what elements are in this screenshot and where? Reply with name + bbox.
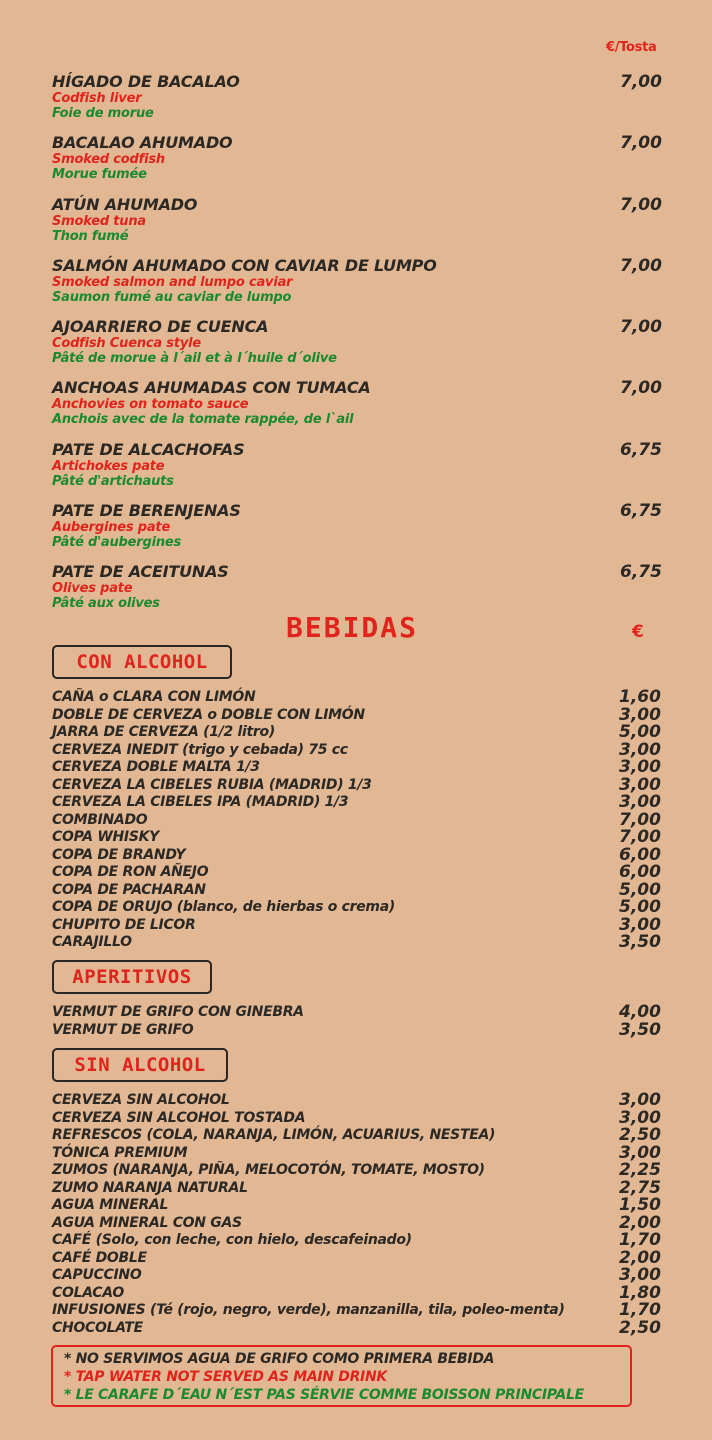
- tosta-english: Aubergines pate: [52, 520, 171, 536]
- drink-row: [52, 1162, 662, 1180]
- drink-row: [52, 1019, 662, 1040]
- drink-row: [52, 899, 662, 917]
- drink-row: [52, 914, 662, 935]
- tosta-english: Smoked tuna: [52, 213, 146, 229]
- tosta-french: Pâté d'artichauts: [52, 473, 174, 489]
- tosta-price: 6,75: [620, 501, 662, 522]
- drink-price: 2,50: [619, 1317, 661, 1338]
- drink-row: [52, 844, 662, 865]
- tosta-name: ANCHOAS AHUMADAS CON TUMACA: [52, 378, 371, 398]
- drink-name: COPA DE BRANDY: [52, 846, 186, 863]
- drink-name: CERVEZA LA CIBELES RUBIA (MADRID) 1/3: [52, 776, 372, 793]
- drink-name: CERVEZA INEDIT (trigo y cebada) 75 cc: [52, 741, 348, 758]
- drink-name: JARRA DE CERVEZA (1/2 litro): [52, 724, 275, 740]
- drink-row: [52, 829, 662, 847]
- drink-row: [52, 1232, 662, 1250]
- drink-name: COMBINADO: [52, 811, 148, 828]
- tosta-name: PATE DE ACEITUNAS: [52, 562, 229, 582]
- drink-name: INFUSIONES (Té (rojo, negro, verde), manzanilla, tila, poleo-menta): [52, 1302, 565, 1318]
- tosta-price-header: €/Tosta: [606, 40, 657, 55]
- tosta-english: Smoked codfish: [52, 152, 165, 168]
- drink-price: 3,00: [619, 792, 661, 812]
- drink-row: [52, 1267, 662, 1285]
- drink-price: 3,50: [619, 932, 661, 952]
- drink-price: 1,50: [619, 1195, 661, 1215]
- drink-name: CERVEZA DOBLE MALTA 1/3: [52, 759, 260, 775]
- tosta-price: 7,00: [620, 255, 662, 276]
- tosta-english: Artichokes pate: [52, 458, 165, 474]
- tosta-price: 7,00: [620, 194, 662, 215]
- tosta-french: Pâté d'aubergines: [52, 535, 182, 551]
- tosta-price: 7,00: [620, 378, 662, 399]
- section-sin-alcohol: SIN ALCOHOL: [52, 1048, 228, 1082]
- tosta-english: Anchovies on tomato sauce: [52, 397, 249, 413]
- drink-name: COPA DE PACHARAN: [52, 881, 206, 898]
- drink-name: CAPUCCINO: [52, 1267, 142, 1283]
- drink-price: 5,00: [619, 879, 661, 900]
- drink-name: COPA WHISKY: [52, 829, 159, 845]
- drink-name: CAFÉ (Solo, con leche, con hielo, descafeinado): [52, 1232, 412, 1248]
- drink-price: 3,00: [619, 1142, 661, 1163]
- drink-price: 3,00: [619, 757, 661, 777]
- section-aperitivos: APERITIVOS: [52, 960, 212, 994]
- notice-french: * LE CARAFE D´EAU N´EST PAS SÉRVIE COMME BOISSON PRINCIPALE: [64, 1387, 584, 1403]
- drink-row: [52, 1282, 662, 1303]
- drink-price: 3,50: [619, 1019, 661, 1040]
- drink-price: 2,00: [619, 1247, 661, 1268]
- drink-price: 2,75: [619, 1177, 661, 1198]
- drink-row: [52, 1212, 662, 1233]
- sin-alcohol-list: [52, 1092, 662, 1337]
- tosta-french: Anchois avec de la tomate rappée, de l`ail: [52, 412, 354, 428]
- drink-name: CHOCOLATE: [52, 1319, 143, 1336]
- tosta-english: Codfish liver: [52, 91, 142, 106]
- drink-price: 2,25: [619, 1160, 661, 1180]
- drink-name: COPA DE ORUJO (blanco, de hierbas o crema): [52, 899, 395, 915]
- tosta-name: HÍGADO DE BACALAO: [52, 72, 240, 91]
- drink-row: [52, 1107, 662, 1128]
- drink-price: 2,00: [619, 1212, 661, 1233]
- tosta-item: [52, 133, 672, 194]
- drink-row: [52, 739, 662, 760]
- drink-price: 3,00: [619, 1090, 661, 1110]
- drink-row: [52, 864, 662, 882]
- drink-row: [52, 774, 662, 795]
- drink-name: CERVEZA SIN ALCOHOL: [52, 1092, 230, 1108]
- bebidas-title: BEBIDAS: [286, 611, 419, 644]
- tosta-english: Smoked salmon and lumpo caviar: [52, 274, 293, 290]
- drink-row: [52, 934, 662, 952]
- drink-price: 6,00: [619, 862, 661, 882]
- tosta-french: Pâté de morue à l´ail et à l´huile d´olive: [52, 351, 337, 367]
- drink-name: COLACAO: [52, 1284, 124, 1301]
- tosta-name: AJOARRIERO DE CUENCA: [52, 317, 269, 337]
- drink-price: 3,00: [619, 774, 661, 795]
- drink-row: [52, 1247, 662, 1268]
- drink-name: CAFÉ DOBLE: [52, 1249, 147, 1266]
- notice-english: * TAP WATER NOT SERVED AS MAIN DRINK: [64, 1369, 387, 1385]
- drink-row: [52, 1317, 662, 1338]
- drink-price: 6,00: [619, 844, 661, 865]
- drink-row: [52, 1092, 662, 1110]
- drink-row: [52, 1177, 662, 1198]
- drink-price: 5,00: [619, 897, 661, 917]
- drink-price: 3,00: [619, 704, 661, 725]
- drink-row: [52, 759, 662, 777]
- tosta-french: Foie de morue: [52, 106, 154, 121]
- tosta-french: Saumon fumé au caviar de lumpo: [52, 289, 292, 305]
- drink-price: 7,00: [619, 827, 661, 847]
- drink-price: 1,60: [619, 687, 661, 707]
- tosta-french: Pâté aux olives: [52, 596, 160, 612]
- drink-row: [52, 879, 662, 900]
- tosta-item: [52, 378, 672, 439]
- drink-price: 7,00: [619, 809, 661, 830]
- drink-price: 3,00: [619, 1265, 661, 1285]
- aperitivos-list: [52, 1004, 662, 1039]
- drink-row: [52, 1004, 662, 1022]
- drink-row: [52, 1127, 662, 1145]
- tosta-name: SALMÓN AHUMADO CON CAVIAR DE LUMPO: [52, 255, 437, 275]
- drink-row: [52, 809, 662, 830]
- drink-name: COPA DE RON AÑEJO: [52, 864, 209, 880]
- tosta-price: 7,00: [620, 72, 662, 92]
- drink-name: VERMUT DE GRIFO: [52, 1021, 194, 1038]
- drink-row: [52, 1142, 662, 1163]
- tosta-name: BACALAO AHUMADO: [52, 133, 233, 153]
- tosta-price: 7,00: [620, 133, 662, 154]
- drink-row: [52, 704, 662, 725]
- section-con-alcohol: CON ALCOHOL: [52, 645, 232, 679]
- drink-price: 3,00: [619, 914, 661, 935]
- tosta-french: Morue fumée: [52, 167, 147, 183]
- tosta-item: [52, 440, 672, 501]
- tap-water-notice: [51, 1345, 632, 1407]
- notice-spanish: * NO SERVIMOS AGUA DE GRIFO COMO PRIMERA BEBIDA: [64, 1351, 495, 1367]
- drink-price: 1,70: [619, 1300, 661, 1320]
- tosta-item: [52, 72, 672, 133]
- drink-row: [52, 1197, 662, 1215]
- drink-row: [52, 794, 662, 812]
- drink-name: CHUPITO DE LICOR: [52, 916, 196, 933]
- tosta-name: ATÚN AHUMADO: [52, 194, 198, 214]
- drink-price: 1,70: [619, 1230, 661, 1250]
- drink-name: AGUA MINERAL: [52, 1197, 169, 1213]
- tosta-name: PATE DE ALCACHOFAS: [52, 439, 245, 459]
- tosta-price: 6,75: [620, 439, 662, 460]
- tosta-list: [52, 72, 672, 624]
- drink-row: [52, 689, 662, 707]
- drink-name: CERVEZA SIN ALCOHOL TOSTADA: [52, 1109, 306, 1126]
- drink-row: [52, 724, 662, 742]
- drink-name: CAÑA o CLARA CON LIMÓN: [52, 689, 256, 705]
- drink-name: REFRESCOS (COLA, NARANJA, LIMÓN, ACUARIUS, NESTEA): [52, 1127, 496, 1143]
- con-alcohol-list: [52, 689, 662, 952]
- drink-name: DOBLE DE CERVEZA o DOBLE CON LIMÓN: [52, 706, 365, 723]
- tosta-item: [52, 501, 672, 562]
- drink-name: VERMUT DE GRIFO CON GINEBRA: [52, 1004, 304, 1020]
- bebidas-currency: €: [632, 622, 644, 642]
- drink-name: ZUMOS (NARANJA, PIÑA, MELOCOTÓN, TOMATE, MOSTO): [52, 1162, 485, 1178]
- drink-price: 5,00: [619, 722, 661, 742]
- tosta-english: Codfish Cuenca style: [52, 336, 201, 352]
- drink-name: ZUMO NARANJA NATURAL: [52, 1179, 248, 1196]
- drink-price: 4,00: [619, 1002, 661, 1022]
- tosta-item: [52, 195, 672, 256]
- tosta-price: 7,00: [620, 317, 662, 338]
- tosta-price: 6,75: [620, 562, 662, 583]
- drink-name: TÓNICA PREMIUM: [52, 1144, 188, 1161]
- tosta-french: Thon fumé: [52, 228, 129, 244]
- drink-price: 3,00: [619, 739, 661, 760]
- drink-price: 3,00: [619, 1107, 661, 1128]
- drink-price: 2,50: [619, 1125, 661, 1145]
- tosta-item: [52, 256, 672, 317]
- drink-name: AGUA MINERAL CON GAS: [52, 1214, 242, 1231]
- drink-price: 1,80: [619, 1282, 661, 1303]
- drink-name: CERVEZA LA CIBELES IPA (MADRID) 1/3: [52, 794, 349, 810]
- tosta-english: Olives pate: [52, 581, 133, 597]
- drink-row: [52, 1302, 662, 1320]
- tosta-item: [52, 317, 672, 378]
- drink-name: CARAJILLO: [52, 934, 132, 950]
- tosta-name: PATE DE BERENJENAS: [52, 501, 241, 521]
